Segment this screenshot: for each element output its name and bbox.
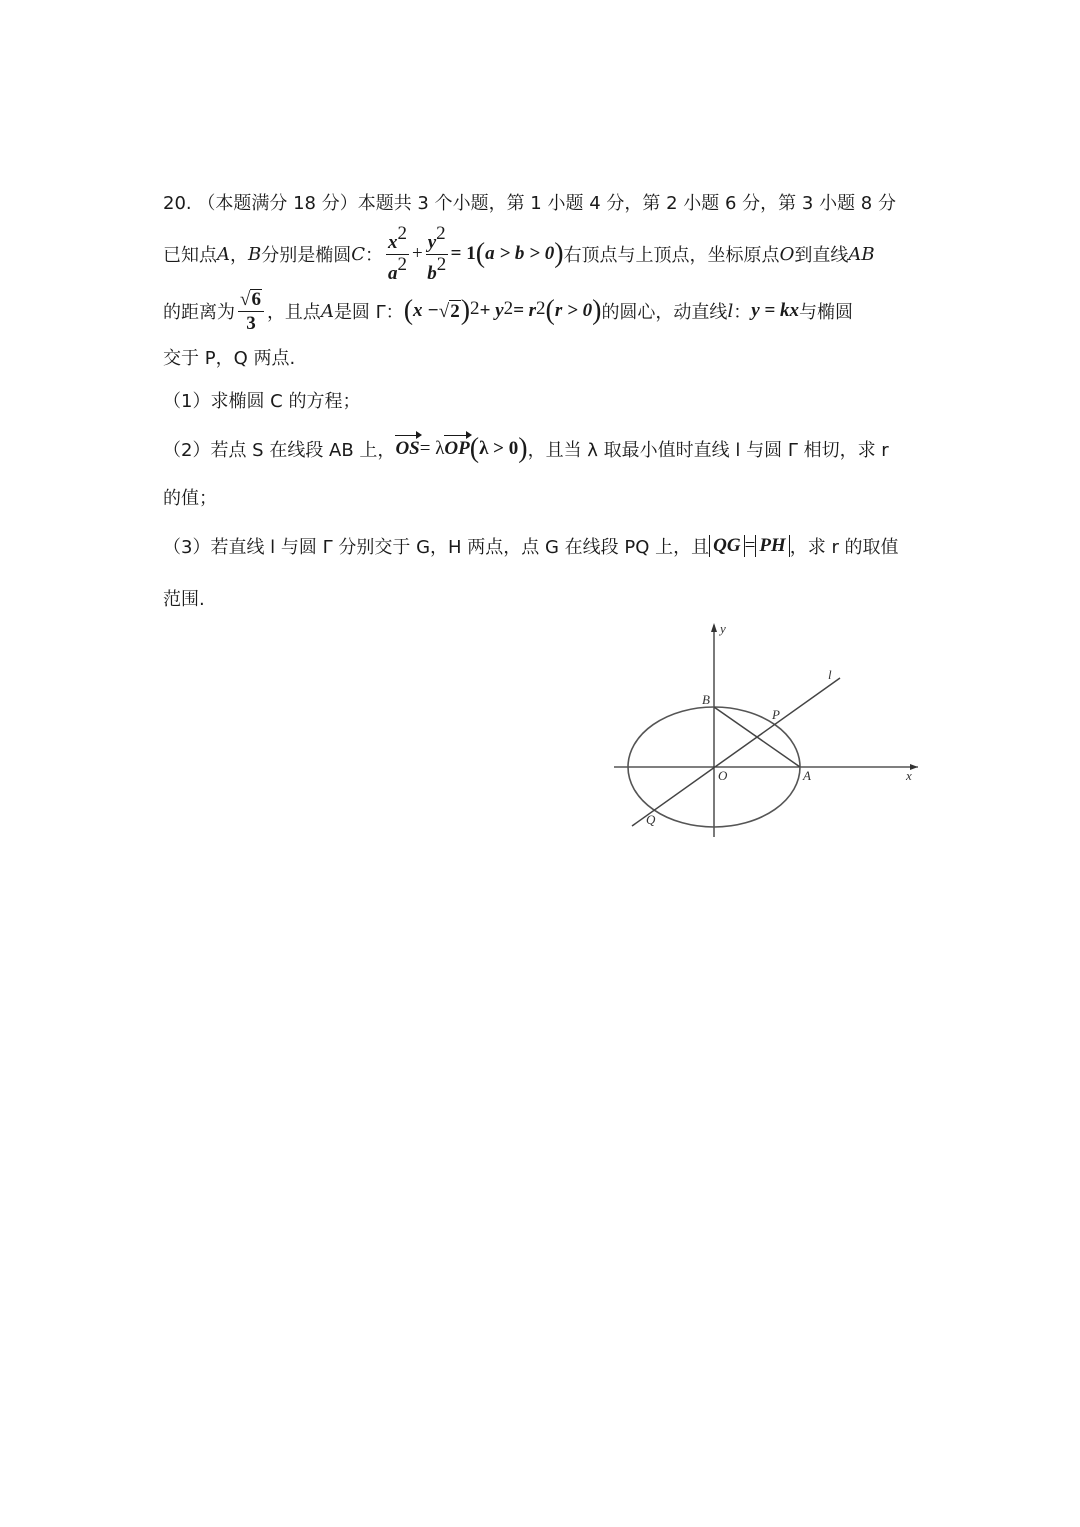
radicand: 6 — [251, 289, 261, 310]
math-eq: = 1 — [450, 243, 476, 264]
fraction-x2-a2 — [386, 222, 409, 284]
label-x: x — [906, 768, 912, 783]
abs-ph: PH — [755, 535, 789, 557]
stem-text: ： — [733, 302, 752, 323]
ellipse-name: C — [351, 243, 366, 265]
lambda-condition: λ > 0 — [479, 438, 519, 459]
label-a: A — [803, 768, 811, 783]
stem-line-2 — [163, 287, 853, 335]
question-3-text: 范围. — [163, 589, 205, 610]
label-b: B — [702, 692, 710, 707]
question-3-text: （3）若直线 l 与圆 Γ 分别交于 G，H 两点，点 G 在线段 PQ 上，且 — [163, 537, 710, 558]
stem-text: ： — [365, 245, 384, 266]
vector-os: OS — [395, 438, 420, 459]
point-a: A — [217, 243, 230, 265]
label-p: P — [772, 707, 780, 722]
ellipse-condition: a > b > 0 — [485, 243, 555, 264]
circle-condition: r > 0 — [554, 300, 593, 321]
math-eq: = λ — [419, 438, 445, 459]
point-a: A — [320, 300, 334, 322]
label-o: O — [718, 768, 728, 783]
math-exp: 2 — [536, 298, 546, 319]
stem-line-1 — [163, 222, 875, 284]
question-2-text: 的值； — [163, 488, 217, 509]
stem-text: 的距离为 — [163, 302, 235, 323]
math-op: + — [412, 243, 423, 264]
line-l: l — [727, 300, 734, 322]
question-1-text: （1）求椭圆 C 的方程； — [163, 391, 361, 412]
denominator: 3 — [246, 313, 256, 334]
question-3-cont — [163, 578, 205, 618]
circle-eq-part: = r — [513, 300, 537, 321]
question-2 — [163, 428, 889, 470]
paren-open: ( — [475, 238, 486, 269]
paren-open: ( — [469, 433, 480, 464]
question-2-text: ，且当 λ 取最小值时直线 l 与圆 Γ 相切，求 r — [527, 440, 889, 461]
math-exp: 2 — [470, 298, 480, 319]
fraction-y2-b2 — [426, 222, 448, 284]
math-eq: = — [744, 535, 756, 556]
stem-text: 与椭圆 — [798, 302, 853, 323]
paren-open: ( — [403, 295, 414, 326]
radicand: 2 — [450, 300, 460, 322]
stem-text: 是圆 Γ： — [333, 302, 404, 323]
problem-header-text: 20. （本题满分 18 分）本题共 3 个小题，第 1 小题 4 分，第 2 小题 6 分，第 3 小题 8 分 — [163, 193, 896, 214]
abs-qg: QG — [709, 535, 744, 557]
math-exp: 2 — [397, 222, 408, 244]
question-2-text: （2）若点 S 在线段 AB 上， — [163, 440, 396, 461]
stem-text: 的圆心，动直线 — [601, 302, 728, 323]
vector-op: OP — [444, 438, 470, 459]
stem-line-3 — [163, 337, 295, 377]
circle-eq-part: x − — [413, 300, 439, 321]
math-var: a — [388, 262, 398, 284]
math-exp: 2 — [503, 298, 514, 319]
question-3 — [163, 525, 899, 567]
stem-text: 分别是椭圆 — [261, 245, 352, 266]
paren-close: ) — [554, 238, 564, 269]
math-exp: 2 — [436, 222, 446, 244]
stem-text: 到直线 — [794, 245, 849, 266]
paren-open: ( — [545, 295, 555, 326]
math-exp: 2 — [436, 253, 447, 275]
label-l: l — [828, 667, 832, 682]
paren-close: ) — [518, 433, 528, 464]
stem-text: 交于 P，Q 两点. — [163, 348, 296, 369]
fraction-sqrt6-3: √ 6 3 — [238, 289, 264, 333]
origin-label: O — [779, 243, 795, 265]
paren-close: ) — [460, 295, 471, 326]
math-exp: 2 — [397, 253, 408, 275]
stem-text: ， — [230, 245, 248, 266]
ellipse-figure — [600, 615, 930, 845]
sqrt-2: √ 2 — [438, 300, 460, 322]
problem-header — [163, 182, 896, 222]
stem-text: ，且点 — [266, 302, 321, 323]
math-var: y — [427, 231, 437, 253]
math-var: x — [388, 231, 398, 253]
question-1 — [163, 380, 360, 420]
label-y: y — [720, 621, 726, 636]
line-equation: y = kx — [751, 300, 799, 321]
point-b: B — [248, 243, 262, 265]
question-3-text: ，求 r 的取值 — [789, 537, 899, 558]
stem-text: 已知点 — [163, 245, 217, 266]
stem-text: 右顶点与上顶点，坐标原点 — [563, 245, 780, 266]
y-axis-arrow — [711, 623, 717, 632]
math-var: b — [427, 262, 437, 284]
label-q: Q — [646, 812, 656, 827]
question-2-cont — [163, 477, 217, 517]
line-ab: AB — [848, 243, 875, 265]
line-l-graph — [632, 678, 840, 826]
circle-eq-part: + y — [479, 300, 504, 321]
paren-close: ) — [592, 295, 602, 326]
